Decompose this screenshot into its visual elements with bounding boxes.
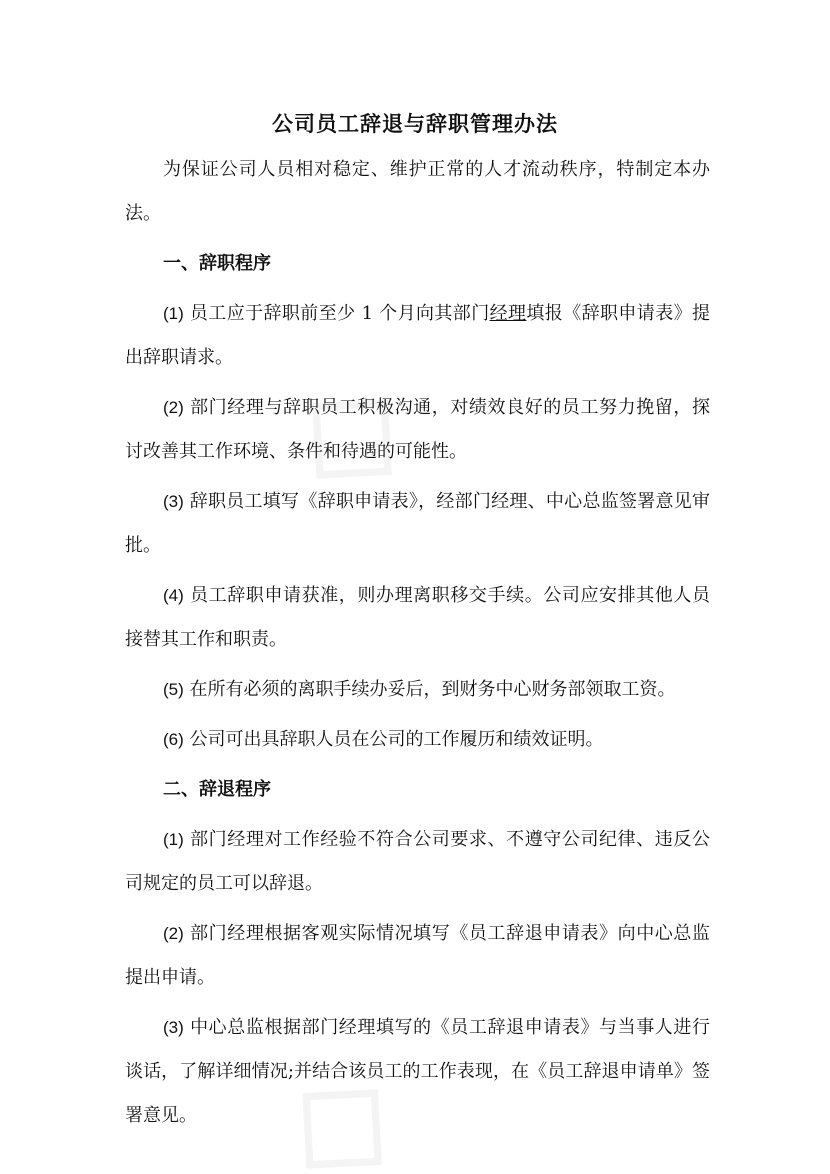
item-number: (6) bbox=[163, 730, 184, 749]
item-text-underlined: 经理 bbox=[489, 303, 527, 324]
item-text: 辞职员工填写《辞职申请表》，经部门经理、中心总监签署意见审批。 bbox=[125, 491, 710, 556]
document-title: 公司员工辞退与辞职管理办法 bbox=[272, 111, 558, 136]
document-body bbox=[125, 148, 710, 1144]
item-number: (2) bbox=[163, 398, 184, 417]
item-number: (4) bbox=[163, 586, 184, 605]
resignation-item-1 bbox=[125, 292, 710, 380]
item-text: 中心总监根据部门经理填写的《员工辞退申请表》与当事人进行谈话，了解详细情况;并结合该员工的工作表现，在《员工辞退申请单》签署意见。 bbox=[125, 1017, 710, 1126]
item-text: 员工辞职申请获准，则办理离职移交手续。公司应安排其他人员接替其工作和职责。 bbox=[125, 585, 710, 650]
item-text: 公司可出具辞职人员在公司的工作履历和绩效证明。 bbox=[189, 729, 604, 750]
dismissal-item-1 bbox=[125, 818, 710, 906]
section-heading-resignation: 一、辞职程序 bbox=[163, 253, 271, 274]
item-text: 部门经理对工作经验不符合公司要求、不遵守公司纪律、违反公司规定的员工可以辞退。 bbox=[125, 829, 710, 894]
item-number: (3) bbox=[163, 492, 184, 511]
item-text: 部门经理与辞职员工积极沟通，对绩效良好的员工努力挽留，探讨改善其工作环境、条件和待遇的可能性。 bbox=[125, 397, 710, 462]
item-text-post: 填报《辞职申请表》提出辞职请求。 bbox=[125, 303, 710, 368]
resignation-item-2 bbox=[125, 386, 710, 474]
item-number: (1) bbox=[163, 304, 184, 323]
resignation-item-5 bbox=[125, 668, 710, 712]
section-heading-dismissal: 二、辞退程序 bbox=[163, 779, 271, 800]
resignation-item-4 bbox=[125, 574, 710, 662]
resignation-item-3 bbox=[125, 480, 710, 568]
item-number: (3) bbox=[163, 1018, 184, 1037]
intro-paragraph: 为保证公司人员相对稳定、维护正常的人才流动秩序，特制定本办法。 bbox=[125, 159, 710, 224]
item-number: (2) bbox=[163, 924, 184, 943]
item-text: 在所有必须的离职手续办妥后，到财务中心财务部领取工资。 bbox=[189, 679, 676, 700]
item-text: 部门经理根据客观实际情况填写《员工辞退申请表》向中心总监提出申请。 bbox=[125, 923, 710, 988]
resignation-item-6 bbox=[125, 718, 710, 762]
dismissal-item-2 bbox=[125, 912, 710, 1000]
dismissal-item-3 bbox=[125, 1006, 710, 1138]
item-number: (1) bbox=[163, 830, 184, 849]
item-text-pre: 员工应于辞职前至少 1 个月向其部门 bbox=[189, 303, 490, 324]
item-number: (5) bbox=[163, 680, 184, 699]
